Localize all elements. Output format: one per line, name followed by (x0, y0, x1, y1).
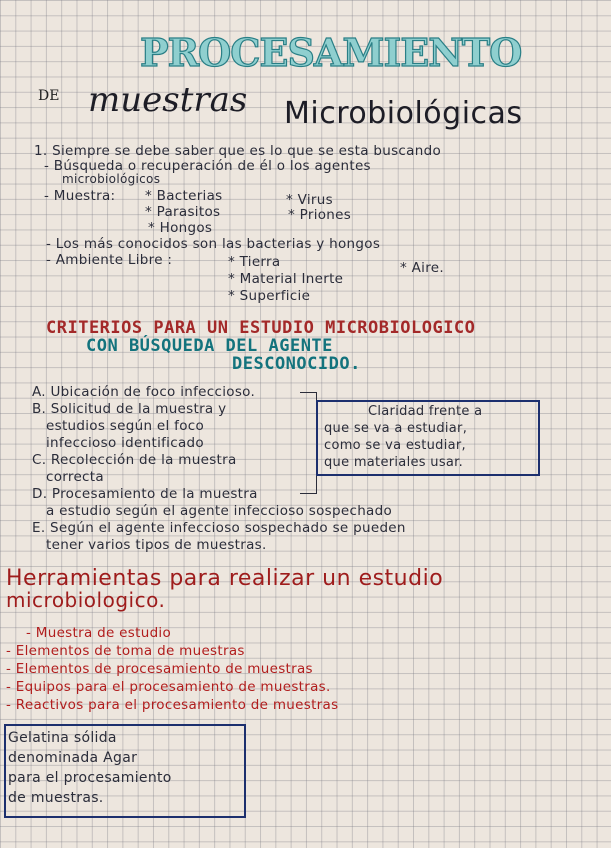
criterio-c: C. Recolección de la muestra (32, 452, 237, 468)
page-title: PROCESAMIENTO (140, 30, 522, 75)
item-1-sub-b: microbiológicos (62, 172, 161, 186)
muestra-parasitos: * Parasitos (145, 204, 221, 220)
herramientas-heading-line2: microbiologico. (6, 588, 166, 612)
herramienta-1: - Muestra de estudio (26, 625, 172, 641)
muestra-hongos: * Hongos (148, 220, 213, 236)
criterios-heading-line3: DESCONOCIDO. (232, 354, 361, 374)
subtitle-script: muestras (88, 80, 248, 120)
claridad-line-3: como se va estudiar, (324, 438, 466, 453)
herramienta-3: - Elementos de procesamiento de muestras (6, 661, 313, 677)
criterio-d: D. Procesamiento de la muestra (32, 486, 258, 502)
ambiente-material: * Material Inerte (228, 271, 344, 287)
criterio-b-3: infeccioso identificado (46, 435, 204, 451)
criterio-b-2: estudios según el foco (46, 418, 205, 434)
subtitle-main: Microbiológicas (284, 96, 523, 131)
claridad-line-2: que se va a estudiar, (324, 421, 468, 436)
criterios-heading-line1: CRITERIOS PARA UN ESTUDIO MICROBIOLOGICO (46, 318, 476, 338)
herramientas-heading-line1: Herramientas para realizar un estudio (6, 566, 444, 591)
gelatina-box (4, 724, 246, 818)
item-1: 1. Siempre se debe saber que es lo que se esta buscando (34, 143, 442, 159)
criterio-c-2: correcta (46, 469, 104, 485)
herramienta-5: - Reactivos para el procesamiento de muestras (6, 697, 339, 713)
gelatina-line-2: denominada Agar (8, 750, 138, 766)
muestra-label: - Muestra: (44, 188, 116, 204)
gelatina-line-3: para el procesamiento (8, 770, 172, 786)
subtitle-prefix: DE (38, 88, 60, 104)
muestra-priones: * Priones (288, 207, 352, 223)
criterios-bracket (300, 392, 317, 494)
criterio-b: B. Solicitud de la muestra y (32, 401, 227, 417)
claridad-line-1: Claridad frente a (368, 404, 483, 419)
herramienta-2: - Elementos de toma de muestras (6, 643, 245, 659)
muestra-bacterias: * Bacterias (145, 188, 223, 204)
gelatina-line-1: Gelatina sólida (8, 730, 117, 746)
criterio-d-2: a estudio según el agente infeccioso sospechado (46, 503, 393, 519)
claridad-line-4: que materiales usar. (324, 455, 464, 470)
ambiente-aire: * Aire. (400, 260, 444, 276)
conocidos-line: - Los más conocidos son las bacterias y hongos (46, 236, 381, 252)
criterios-heading-line2: CON BÚSQUEDA DEL AGENTE (86, 336, 333, 356)
ambiente-label: - Ambiente Libre : (46, 252, 173, 268)
muestra-virus: * Virus (286, 192, 333, 208)
ambiente-tierra: * Tierra (228, 254, 281, 270)
criterio-e-2: tener varios tipos de muestras. (46, 537, 267, 553)
item-1-sub-a: - Búsqueda o recuperación de él o los agentes (44, 158, 371, 174)
gelatina-line-4: de muestras. (8, 790, 104, 806)
claridad-box (316, 400, 540, 476)
criterio-e: E. Según el agente infeccioso sospechado se pueden (32, 520, 406, 536)
herramienta-4: - Equipos para el procesamiento de muestras. (6, 679, 331, 695)
criterio-a: A. Ubicación de foco infeccioso. (32, 384, 256, 400)
ambiente-superficie: * Superficie (228, 288, 311, 304)
